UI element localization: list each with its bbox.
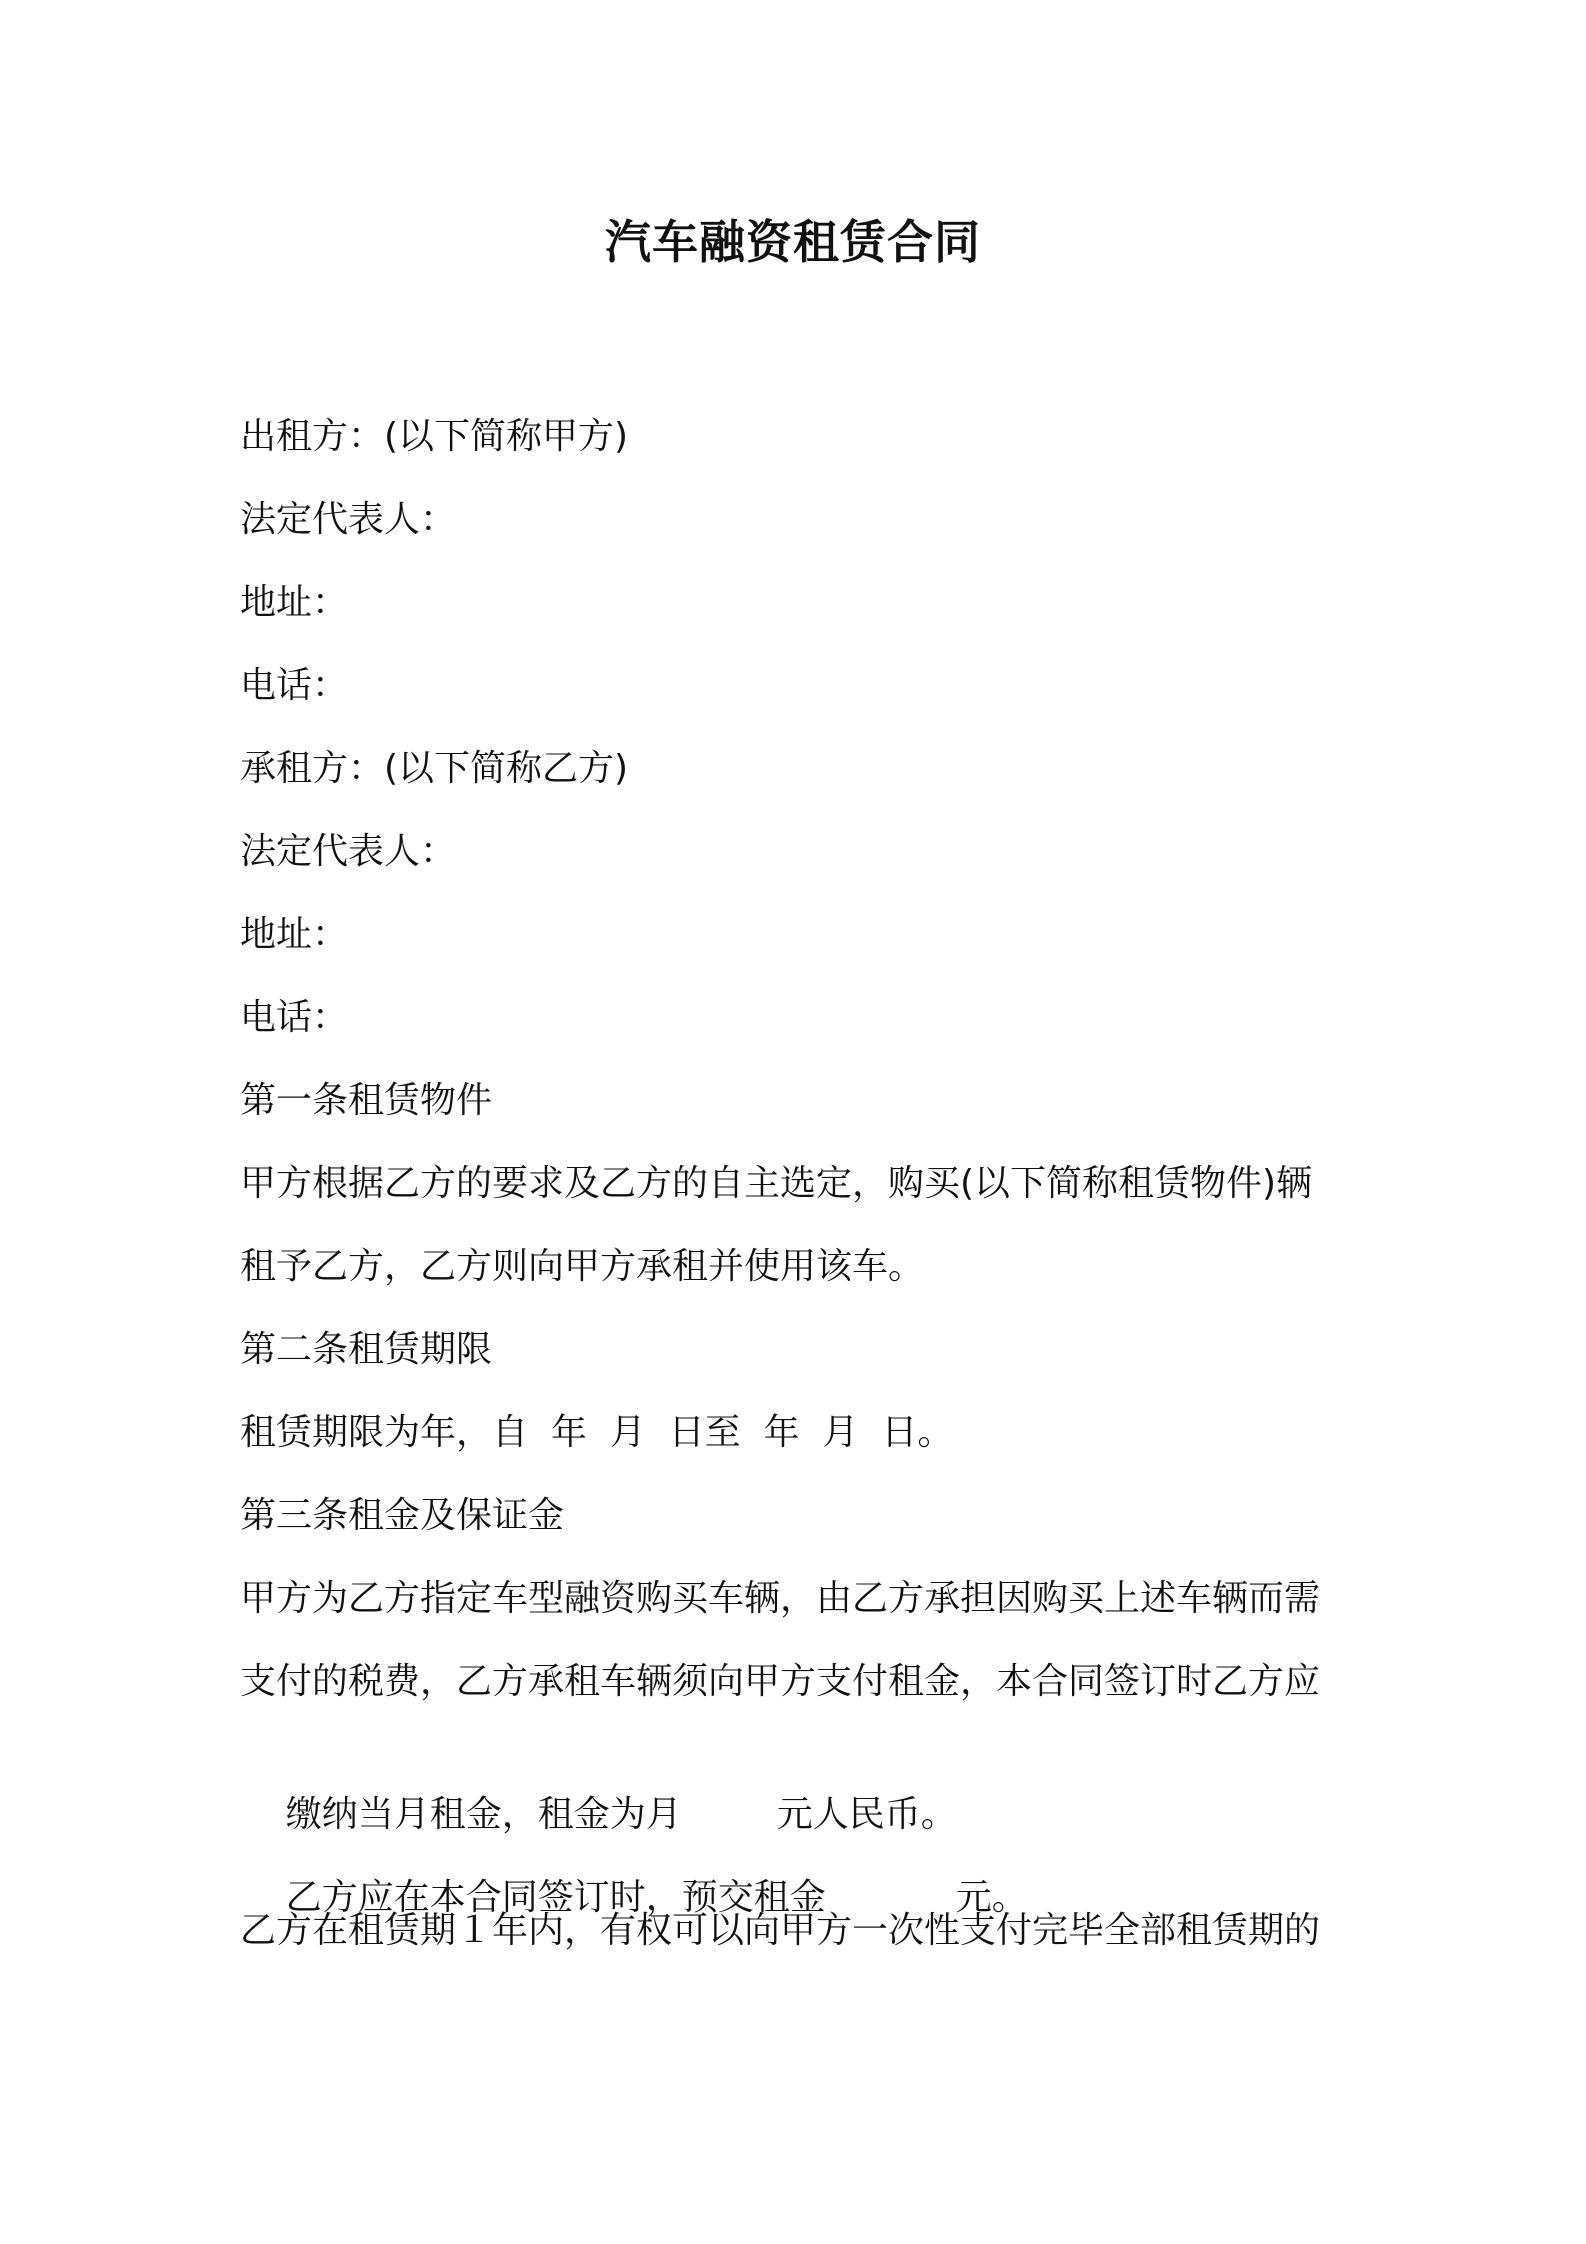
- article1-heading: 第一条租赁物件: [240, 1080, 493, 1121]
- deposit-unit: 元。: [955, 1877, 1028, 1918]
- document-title: 汽车融资租赁合同: [605, 215, 981, 269]
- article1-line-1: 甲方根据乙方的要求及乙方的自主选定，购买(以下简称租赁物件)辆: [240, 1163, 1313, 1204]
- rent-text: 缴纳当月租金，租金为月: [285, 1794, 682, 1835]
- lessor-address: 地址：: [240, 582, 349, 623]
- lessee-label: 承租方：(以下简称乙方): [240, 748, 629, 789]
- deposit-text: 乙方应在本合同签订时，预交租金: [285, 1877, 826, 1918]
- article3-line-2: 支付的税费，乙方承租车辆须向甲方支付租金，本合同签订时乙方应: [240, 1661, 1321, 1702]
- article3-line-5: 乙方在租赁期１年内，有权可以向甲方一次性支付完毕全部租赁期的: [240, 1910, 1321, 1951]
- lessor-phone: 电话：: [240, 665, 349, 706]
- article3-line-1: 甲方为乙方指定车型融资购买车辆，由乙方承担因购买上述车辆而需: [240, 1578, 1321, 1619]
- lessor-representative: 法定代表人：: [240, 499, 457, 540]
- article1-line-2: 租予乙方，乙方则向甲方承租并使用该车。: [240, 1246, 925, 1287]
- lessor-label: 出租方：(以下简称甲方): [240, 416, 629, 457]
- article2-heading: 第二条租赁期限: [240, 1329, 493, 1370]
- article2-line-1: 租赁期限为年，自 年 月 日至 年 月 日。: [240, 1412, 954, 1453]
- article3-heading: 第三条租金及保证金: [240, 1495, 565, 1536]
- rent-unit: 元人民币。: [776, 1794, 957, 1835]
- lessee-phone: 电话：: [240, 997, 349, 1038]
- lessee-representative: 法定代表人：: [240, 831, 457, 872]
- lessee-address: 地址：: [240, 914, 349, 955]
